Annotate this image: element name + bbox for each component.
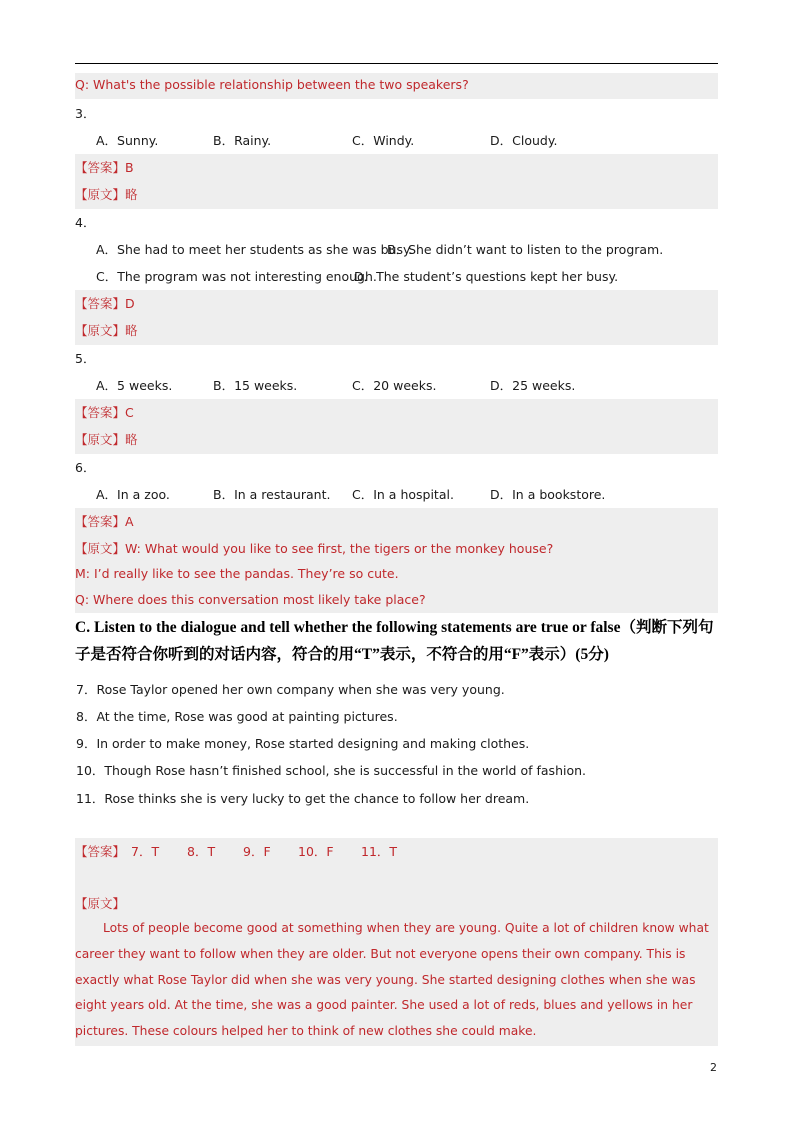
q5-option-a: A．5 weeks.: [96, 378, 173, 393]
section-c-text-label: 【原文】: [75, 896, 126, 911]
page-number: 2: [710, 1061, 717, 1074]
q5-text: 【原文】略: [75, 432, 138, 447]
q6-option-d: D．In a bookstore.: [490, 487, 606, 502]
q6-option-c: C．In a hospital.: [352, 487, 454, 502]
statement-10: 10．Though Rose hasn’t finished school, she is successful in the world of fashion.: [76, 763, 587, 778]
q4-answer: 【答案】D: [75, 296, 135, 311]
q3-text: 【原文】略: [75, 187, 138, 202]
q4-option-b: B．She didn’t want to listen to the program.: [387, 242, 664, 257]
q4-option-d: D．The student’s questions kept her busy.: [354, 269, 619, 284]
q4-text: 【原文】略: [75, 323, 138, 338]
statement-9: 9．In order to make money, Rose started designing and making clothes.: [76, 736, 530, 751]
q6-option-a: A．In a zoo.: [96, 487, 170, 502]
answer-shade-q3: [75, 154, 718, 209]
header-rule: [75, 63, 718, 64]
q6-text-label: 【原文】: [75, 541, 126, 556]
q3-option-d: D．Cloudy.: [490, 133, 558, 148]
answer-8: 8．T: [187, 844, 216, 859]
q3-option-a: A．Sunny.: [96, 133, 159, 148]
q6-text-m: M: I’d really like to see the pandas. They’re so cute.: [75, 566, 399, 581]
q6-text-w-line: W: What would you like to see first, the tigers or the monkey house?: [125, 541, 554, 556]
question-number-4: 4．: [75, 215, 96, 230]
q6-answer: 【答案】A: [75, 514, 134, 529]
answer-7: 7．T: [131, 844, 160, 859]
statement-8: 8．At the time, Rose was good at painting pictures.: [76, 709, 398, 724]
q5-answer: 【答案】C: [75, 405, 134, 420]
q3-option-b: B．Rainy.: [213, 133, 272, 148]
statement-7: 7．Rose Taylor opened her own company when she was very young.: [76, 682, 505, 697]
q6-text-w: [75, 539, 553, 557]
q3-answer: 【答案】B: [75, 160, 134, 175]
q5-option-b: B．15 weeks.: [213, 378, 298, 393]
answer-shade-q4: [75, 290, 718, 345]
section-c-answer-label: 【答案】: [75, 844, 126, 859]
q5-option-c: C．20 weeks.: [352, 378, 437, 393]
answer-11: 11．T: [361, 844, 398, 859]
question-number-3: 3．: [75, 106, 96, 121]
question-number-5: 5．: [75, 351, 96, 366]
answer-10: 10．F: [298, 844, 334, 859]
section-c-heading: C. Listen to the dialogue and tell whether the following statements are true or false（判断下列句子是否符合你听到的对话内容，符合的用“T”表示，不符合的用“F”表示）(5分): [75, 619, 714, 663]
answer-9: 9．F: [243, 844, 271, 859]
q3-option-c: C．Windy.: [352, 133, 415, 148]
q4-option-a: A．She had to meet her students as she was busy.: [96, 242, 413, 257]
question-number-6: 6．: [75, 460, 96, 475]
q6-option-b: B．In a restaurant.: [213, 487, 331, 502]
section-c-passage: Lots of people become good at something when they are young. Quite a lot of children know what career they want to follow when they are older. But not everyone opens their own company. This is exactly what Rose Taylor did when she was very young. She started designing clothes when she was eight years old. At the time, she was a good painter. She used a lot of reds, blues and yellows in her pictures. These colours helped her to think of new clothes she could make.: [75, 921, 709, 1039]
q6-text-q: Q: Where does this conversation most likely take place?: [75, 592, 426, 607]
q5-option-d: D．25 weeks.: [490, 378, 576, 393]
statement-11: 11．Rose thinks she is very lucky to get the chance to follow her dream.: [76, 791, 530, 806]
q4-option-c: C．The program was not interesting enough.: [96, 269, 377, 284]
answer-shade-q5: [75, 399, 718, 454]
question-line: Q: What's the possible relationship between the two speakers?: [75, 77, 469, 92]
